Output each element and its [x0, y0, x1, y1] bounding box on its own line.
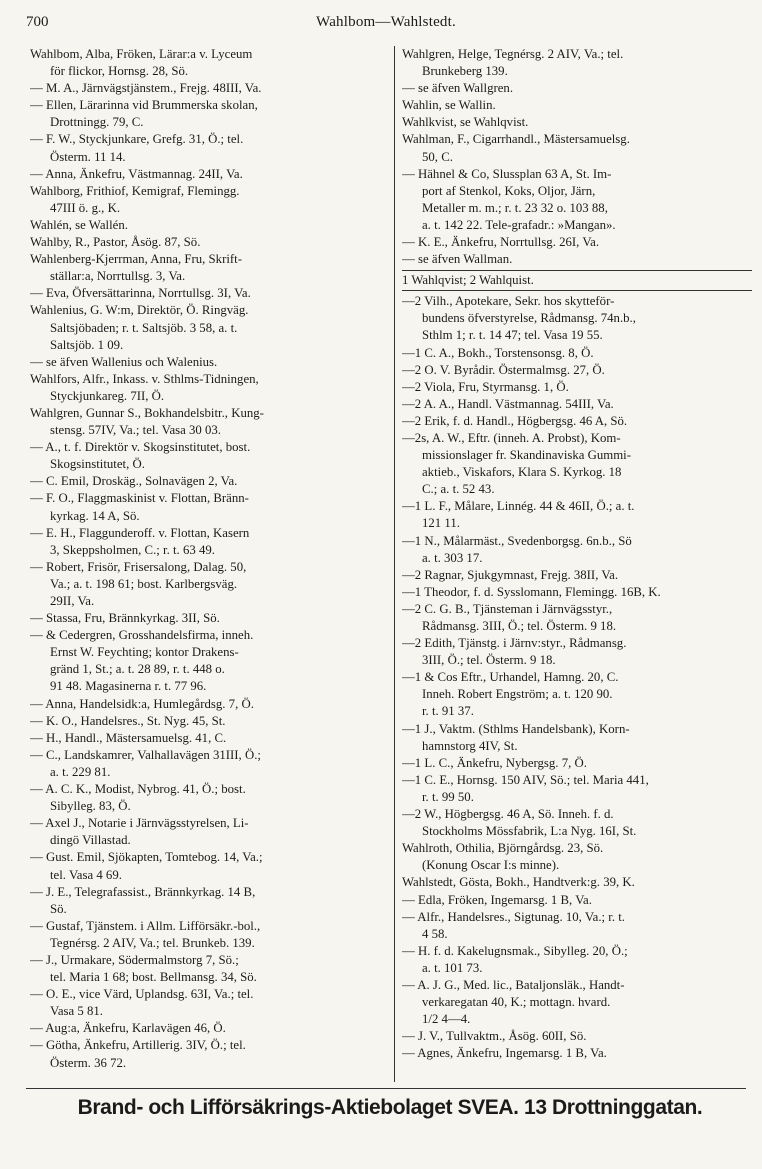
directory-entry-line: tel. Vasa 4 69. — [50, 867, 122, 882]
directory-entry-line: r. t. 91 37. — [422, 704, 474, 719]
directory-entry-line: Styckjunkareg. 7II, Ö. — [50, 388, 165, 403]
directory-entry-line: — J., Urmakare, Södermalmstorg 7, Sö.; — [30, 952, 239, 967]
directory-entry-line: — Gust. Emil, Sjökapten, Tomtebog. 14, Va.; — [30, 850, 263, 865]
directory-entry-line: —2 A. A., Handl. Västmannag. 54III, Va. — [402, 396, 614, 411]
directory-entry-line: — K. E., Änkefru, Norrtullsg. 26I, Va. — [402, 235, 600, 250]
directory-entry-line: Österm. 11 14. — [50, 149, 126, 164]
directory-entry-line: — Anna, Änkefru, Västmannag. 24II, Va. — [30, 166, 243, 181]
directory-entry-line: kyrkag. 14 A, Sö. — [50, 508, 140, 523]
column-divider — [394, 46, 395, 1082]
directory-entry-line: 91 48. Magasinerna r. t. 77 96. — [50, 679, 207, 694]
directory-entry-line: 47III ö. g., K. — [50, 200, 121, 215]
directory-entry-line: 3, Skeppsholmen, C.; r. t. 63 49. — [50, 542, 215, 557]
section-title: 1 Wahlqvist; 2 Wahlquist. — [402, 270, 752, 291]
directory-entry-line: 3III, Ö.; tel. Österm. 9 18. — [422, 653, 556, 668]
directory-entry-line: aktieb., Viskafors, Klara S. Kyrkog. 18 — [422, 465, 622, 480]
directory-entry-line: 50, C. — [422, 149, 453, 164]
directory-entry-line: Wahlén, se Wallén. — [30, 217, 128, 232]
directory-entry-line: Österm. 36 72. — [50, 1055, 127, 1070]
directory-entry-line: Drottningg. 79, C. — [50, 115, 144, 130]
directory-entry-line: —1 L. F., Målare, Linnég. 44 & 46II, Ö.; a. t. — [402, 499, 635, 514]
directory-entry-line: hamnstorg 4IV, St. — [422, 738, 518, 753]
directory-entry-line: Brunkeberg 139. — [422, 64, 508, 79]
right-column — [402, 46, 752, 1082]
directory-entry-line: —2 Viola, Fru, Styrmansg. 1, Ö. — [402, 379, 569, 394]
directory-entry-line: —2 W., Högbergsg. 46 A, Sö. Inneh. f. d. — [402, 807, 614, 822]
directory-entry-line: — F. W., Styckjunkare, Grefg. 31, Ö.; tel. — [30, 132, 244, 147]
footer-divider — [26, 1088, 746, 1089]
directory-entry-line: Wahlfors, Alfr., Inkass. v. Sthlms-Tidningen, — [30, 371, 259, 386]
directory-entry-line: —2 Edith, Tjänstg. i Järnv:styr., Rådmansg. — [402, 636, 627, 651]
right-column-top-entries — [402, 46, 752, 268]
directory-entry-line: — Eva, Öfversättarinna, Norrtullsg. 3I, Va. — [30, 286, 251, 301]
directory-entry-line: — C., Landskamrer, Valhallavägen 31III, Ö.; — [30, 747, 261, 762]
directory-entry-line: —1 & Cos Eftr., Urhandel, Hamng. 20, C. — [402, 670, 619, 685]
directory-entry-line: a. t. 101 73. — [422, 960, 483, 975]
directory-entry-line: tel. Maria 1 68; bost. Bellmansg. 34, Sö. — [50, 970, 257, 985]
directory-entry-line: — Stassa, Fru, Brännkyrkag. 3II, Sö. — [30, 611, 220, 626]
directory-entry-line: — se äfven Wallenius och Walenius. — [30, 354, 218, 369]
directory-entry-line: —2 Ragnar, Sjukgymnast, Frejg. 38II, Va. — [402, 567, 619, 582]
directory-entry-line: — H. f. d. Kakelugnsmak., Sibylleg. 20, Ö.; — [402, 943, 628, 958]
directory-entry-line: gränd 1, St.; a. t. 28 89, r. t. 448 o. — [50, 662, 225, 677]
directory-entry-line: C.; a. t. 52 43. — [422, 482, 495, 497]
directory-entry-line: 29II, Va. — [50, 594, 95, 608]
directory-entry-line: Wahlgren, Gunnar S., Bokhandelsbitr., Kung- — [30, 405, 264, 420]
directory-entry-line: Skogsinstitutet, Ö. — [50, 457, 145, 472]
directory-entry-line: Stockholms Mössfabrik, L:a Nyg. 16I, St. — [422, 824, 637, 839]
directory-entry-line: Sö. — [50, 901, 67, 916]
directory-entry-line: Sthlm 1; r. t. 14 47; tel. Vasa 19 55. — [422, 328, 603, 343]
directory-entry-line: — se äfven Wallman. — [402, 252, 513, 267]
directory-entry-line: Sibylleg. 83, Ö. — [50, 799, 131, 814]
directory-entry-line: — O. E., vice Värd, Uplandsg. 63I, Va.; tel. — [30, 987, 254, 1002]
directory-entry-line: Metaller m. m.; r. t. 23 32 o. 103 88, — [422, 200, 608, 215]
directory-entry-line: Ernst W. Feychting; kontor Drakens- — [50, 645, 239, 660]
directory-entry-line: Rådmansg. 3III, Ö.; tel. Österm. 9 18. — [422, 619, 617, 633]
directory-entry-line: —1 Theodor, f. d. Sysslomann, Flemingg. 16B, K. — [402, 584, 661, 599]
directory-entry-line: för flickor, Hornsg. 28, Sö. — [50, 64, 189, 79]
directory-entry-line: — Anna, Handelsidk:a, Humlegårdsg. 7, Ö. — [30, 696, 254, 711]
directory-entry-line: — Gustaf, Tjänstem. i Allm. Lifförsäkr.-bol., — [30, 918, 261, 933]
directory-entry-line: —1 C. E., Hornsg. 150 AIV, Sö.; tel. Maria 441, — [402, 772, 649, 787]
directory-entry-line: a. t. 303 17. — [422, 550, 483, 565]
directory-entry-line: Wahlroth, Othilia, Björngårdsg. 23, Sö. — [402, 841, 604, 856]
directory-entry-line: — F. O., Flaggmaskinist v. Flottan, Bränn- — [30, 491, 249, 506]
directory-entry-line: — Ellen, Lärarinna vid Brummerska skolan, — [30, 98, 258, 113]
directory-entry-line: — E. H., Flaggunderoff. v. Flottan, Kasern — [30, 525, 250, 540]
directory-entry-line: — se äfven Wallgren. — [402, 81, 514, 96]
directory-entry-line: — M. A., Järnvägstjänstem., Frejg. 48III, Va. — [30, 81, 262, 96]
directory-entry-line: —2 Erik, f. d. Handl., Högbergsg. 46 A, Sö. — [402, 413, 628, 428]
directory-entry-line: — Aug:a, Änkefru, Karlavägen 46, Ö. — [30, 1021, 226, 1036]
directory-entry-line: — A. C. K., Modist, Nybrog. 41, Ö.; bost. — [30, 782, 246, 797]
directory-entry-line: — Götha, Änkefru, Artillerig. 3IV, Ö.; tel. — [30, 1038, 246, 1053]
directory-entry-line: — Hähnel & Co, Slussplan 63 A, St. Im- — [402, 166, 612, 181]
directory-columns — [30, 46, 750, 1082]
directory-entry-line: —2 O. V. Byrådir. Östermalmsg. 27, Ö. — [402, 362, 605, 377]
directory-entry-line: — J. V., Tullvaktm., Åsög. 60II, Sö. — [402, 1029, 587, 1044]
directory-entry-line: —2 C. G. B., Tjänsteman i Järnvägsstyr., — [402, 601, 613, 616]
directory-entry-line: a. t. 142 22. Tele-grafadr.: »Mangan». — [422, 217, 616, 232]
page-header — [26, 14, 746, 36]
directory-entry-line: stensg. 57IV, Va.; tel. Vasa 30 03. — [50, 423, 221, 438]
directory-entry-line: Wahlby, R., Pastor, Åsög. 87, Sö. — [30, 235, 201, 250]
directory-entry-line: —1 L. C., Änkefru, Nybergsg. 7, Ö. — [402, 755, 587, 770]
directory-entry-line: —2 Vilh., Apotekare, Sekr. hos skytteför- — [402, 294, 615, 309]
directory-entry-line: port af Stenkol, Koks, Oljor, Järn, — [422, 183, 596, 198]
directory-entry-line: — Alfr., Handelsres., Sigtunag. 10, Va.; r. t. — [402, 909, 625, 924]
directory-entry-line: — & Cedergren, Grosshandelsfirma, inneh. — [30, 628, 254, 643]
directory-entry-line: a. t. 229 81. — [50, 764, 111, 779]
directory-entry-line: 121 11. — [422, 516, 460, 531]
directory-entry-line: verkaregatan 40, K.; mottagn. hvard. — [422, 995, 611, 1010]
directory-entry-line: Tegnérsg. 2 AIV, Va.; tel. Brunkeb. 139. — [50, 935, 255, 950]
directory-entry-line: bundens öfverstyrelse, Rådmansg. 74n.b., — [422, 311, 636, 326]
directory-entry-line: — Axel J., Notarie i Järnvägsstyrelsen, Li- — [30, 816, 249, 831]
directory-entry-line: — C. Emil, Droskäg., Solnavägen 2, Va. — [30, 474, 238, 489]
directory-entry-line: 4 58. — [422, 926, 448, 941]
directory-entry-line: (Konung Oscar I:s minne). — [422, 858, 560, 873]
directory-entry-line: missionslager fr. Skandinaviska Gummi- — [422, 448, 631, 463]
directory-entry-line: Saltsjöbaden; r. t. Saltsjöb. 3 58, a. t. — [50, 320, 238, 335]
directory-entry-line: —1 J., Vaktm. (Sthlms Handelsbank), Korn- — [402, 721, 630, 736]
directory-entry-line: — A., t. f. Direktör v. Skogsinstitutet, bost. — [30, 440, 251, 455]
directory-entry-line: — Robert, Frisör, Frisersalong, Dalag. 50, — [30, 559, 247, 574]
directory-entry-line: Wahlman, F., Cigarrhandl., Mästersamuelsg. — [402, 132, 630, 147]
directory-entry-line: r. t. 99 50. — [422, 789, 474, 804]
directory-entry-line: dingö Villastad. — [50, 833, 131, 848]
directory-entry-line: Saltsjöb. 1 09. — [50, 337, 124, 352]
directory-entry-line: Wahlenberg-Kjerrman, Anna, Fru, Skrift- — [30, 252, 242, 267]
directory-entry-line: — H., Handl., Mästersamuelsg. 41, C. — [30, 730, 227, 745]
left-column — [30, 46, 390, 1082]
directory-entry-line: 1/2 4—4. — [422, 1012, 471, 1027]
directory-entry-line: ställar:a, Norrtullsg. 3, Va. — [50, 269, 186, 284]
directory-entry-line: Wahlenius, G. W:m, Direktör, Ö. Ringväg. — [30, 303, 249, 318]
directory-entry-line: Wahlkvist, se Wahlqvist. — [402, 115, 529, 130]
directory-entry-line: Wahlborg, Frithiof, Kemigraf, Flemingg. — [30, 183, 240, 198]
directory-entry-line: —1 N., Målarmäst., Svedenborgsg. 6n.b., Sö — [402, 533, 632, 548]
directory-entry-line: Wahlstedt, Gösta, Bokh., Handtverk:g. 39, K. — [402, 875, 635, 890]
directory-entry-line: Wahlgren, Helge, Tegnérsg. 2 AIV, Va.; tel. — [402, 47, 624, 61]
directory-entry-line: — Edla, Fröken, Ingemarsg. 1 B, Va. — [402, 892, 592, 907]
footer-advertisement: Brand- och Lifförsäkrings-Aktiebolaget SVEA. 13 Drottninggatan. — [77, 1096, 703, 1119]
directory-entry-line: Wahlin, se Wallin. — [402, 98, 496, 113]
running-head: Wahlbom—Wahlstedt. — [316, 14, 456, 30]
directory-entry-line: — Agnes, Änkefru, Ingemarsg. 1 B, Va. — [402, 1046, 607, 1061]
right-column-bottom-entries — [402, 293, 752, 1062]
directory-entry-line: Wahlbom, Alba, Fröken, Lärar:a v. Lyceum — [30, 47, 253, 61]
directory-entry-line: —2s, A. W., Eftr. (inneh. A. Probst), Kom- — [402, 430, 621, 445]
directory-entry-line: Inneh. Robert Engström; a. t. 120 90. — [422, 687, 613, 702]
page-number: 700 — [26, 14, 49, 30]
directory-entry-line: — A. J. G., Med. lic., Bataljonsläk., Handt- — [402, 977, 625, 992]
directory-entry-line: — J. E., Telegrafassist., Brännkyrkag. 14 B, — [30, 884, 256, 899]
directory-entry-line: — K. O., Handelsres., St. Nyg. 45, St. — [30, 713, 226, 728]
directory-entry-line: —1 C. A., Bokh., Torstensonsg. 8, Ö. — [402, 345, 594, 360]
directory-entry-line: Va.; a. t. 198 61; bost. Karlbergsväg. — [50, 576, 238, 591]
directory-entry-line: Vasa 5 81. — [50, 1004, 103, 1019]
